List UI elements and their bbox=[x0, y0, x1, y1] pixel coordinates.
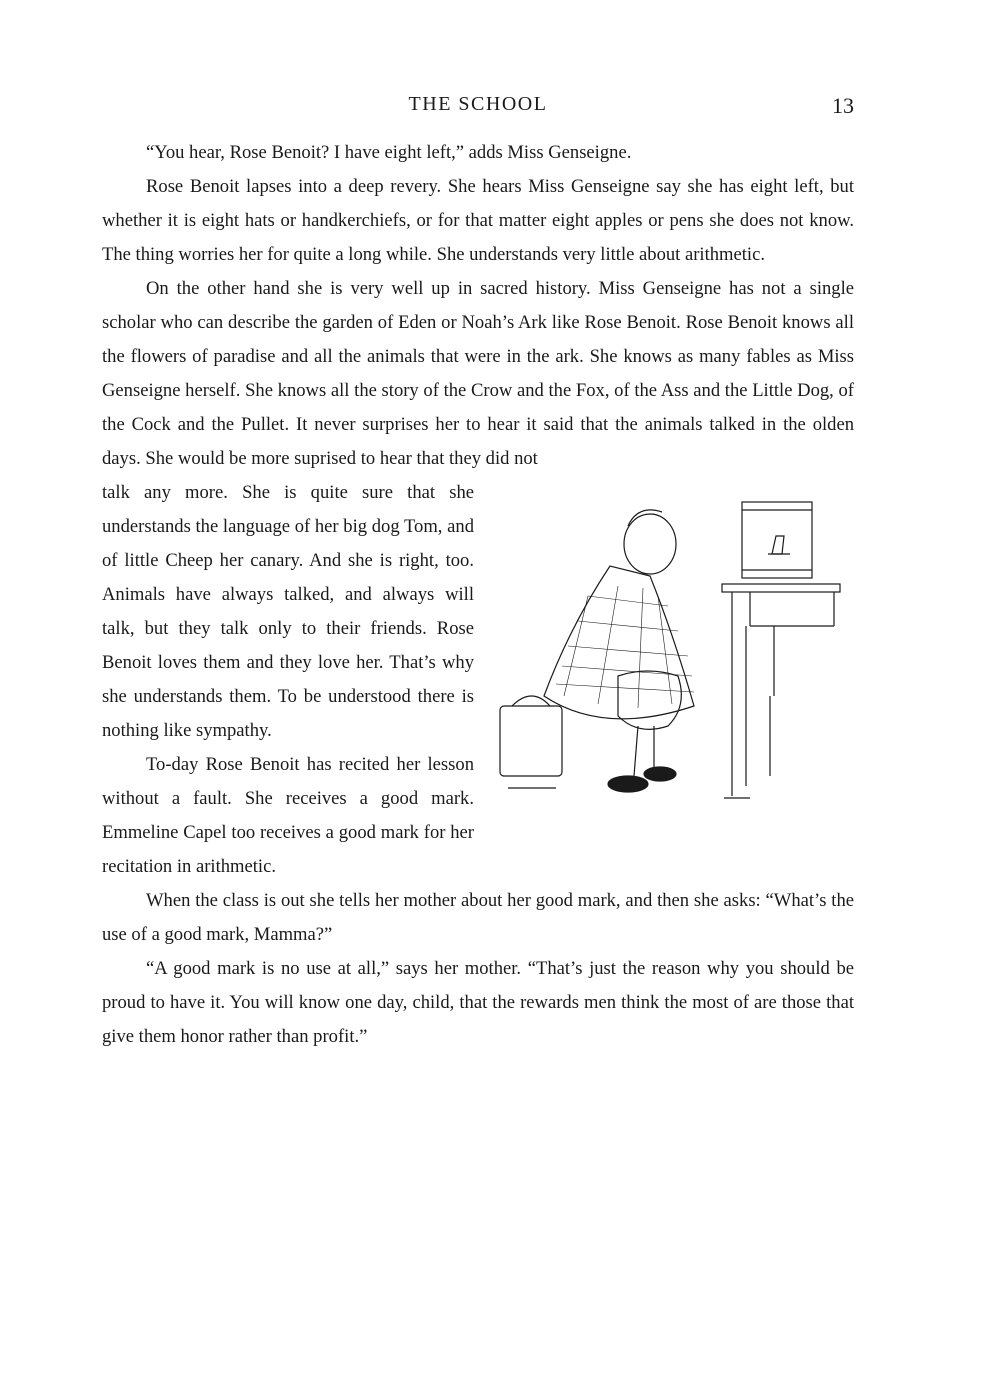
girl-shoe bbox=[644, 767, 676, 781]
paragraph: When the class is out she tells her mother about her good mark, and then she asks: “What’s the use of a good mark, Mamma?” bbox=[102, 890, 854, 945]
paragraph: To-day Rose Benoit has recited her lesson without a fault. She receives a good mark. Emmeline Capel too receives a good mark for her recitation in arithmetic. bbox=[102, 754, 474, 877]
canary bbox=[772, 536, 784, 554]
paragraph: On the other hand she is very well up in sacred history. Miss Genseigne has not a single scholar who can describe the garden of Eden or Noah’s Ark like Rose Benoit. Rose Benoit knows all the flowers of paradise and all the animals that were in the ark. She knows as many fables as Miss Genseigne herself. She knows all the story of the Crow and the Fox, of the Ass and the Little Dog, of the Cock and the Pullet. It never surprises her to hear it said that the animals talked in the olden days. She would be more suprised to hear that they did not bbox=[102, 278, 854, 469]
girl-with-birdcage-drawing bbox=[488, 476, 854, 822]
table-top bbox=[722, 584, 840, 592]
girl-shoe bbox=[608, 776, 648, 792]
illustration-girl-with-birdcage bbox=[488, 476, 854, 822]
paragraph: “You hear, Rose Benoit? I have eight left,” adds Miss Genseigne. bbox=[146, 142, 632, 163]
paragraph: Rose Benoit lapses into a deep revery. She hears Miss Genseigne say she has eight left, but whether it is eight hats or handkerchiefs, or for that matter eight apples or pens she does not know. The thing worries her for quite a long while. She understands very little about arithmetic. bbox=[102, 176, 854, 265]
paragraph: talk any more. She is quite sure that she understands the language of her big dog Tom, and of little Cheep her canary. And she is right, too. Animals have always talked, and always will talk, but they talk only to their friends. Rose Benoit loves them and they love her. That’s why she understands them. To be understood there is nothing like sympathy. bbox=[102, 482, 474, 741]
running-title: THE SCHOOL bbox=[408, 93, 548, 115]
page-header bbox=[102, 93, 854, 123]
paragraph: “A good mark is no use at all,” says her mother. “That’s just the reason why you should be proud to have it. You will know one day, child, that the rewards men think the most of are those that give them honor rather than profit.” bbox=[102, 958, 854, 1047]
girl-apron bbox=[618, 671, 681, 729]
page-number: 13 bbox=[832, 93, 854, 118]
school-satchel bbox=[500, 706, 562, 776]
girl-head bbox=[624, 514, 676, 574]
body-text bbox=[102, 136, 854, 1054]
birdcage bbox=[742, 502, 812, 578]
girl-dress bbox=[544, 566, 694, 719]
